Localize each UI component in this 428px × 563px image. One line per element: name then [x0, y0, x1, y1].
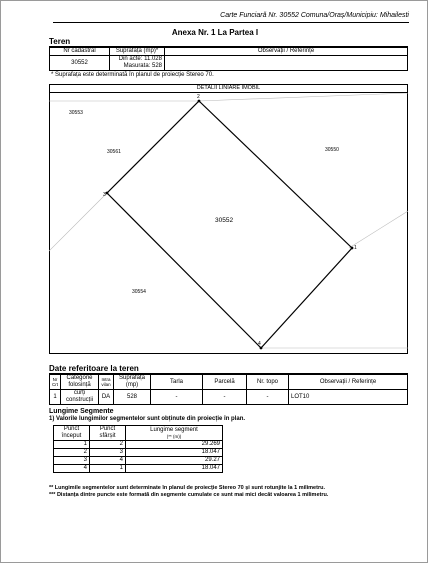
parcel-label: 30552	[215, 217, 234, 224]
lungime-label: Lungime segment	[150, 427, 198, 433]
segmente-table	[53, 425, 223, 473]
vertex-marker	[198, 100, 201, 103]
neighbor-label: 30550	[325, 147, 339, 153]
segment-length: 18.047	[126, 465, 223, 473]
vertex-markers	[106, 100, 354, 350]
col-observatii-ref: Observații / Referințe	[289, 375, 408, 390]
col-tarla: Tarla	[151, 375, 203, 390]
neighbor-label: 30561	[107, 149, 121, 155]
segmente-note-2: *** Distanța dintre puncte este formată din segmente cumulate ce sunt mai mici decât valoarea 1 milimetru.	[49, 492, 329, 498]
segment-end: 3	[90, 449, 126, 457]
segment-end: 4	[90, 457, 126, 465]
nr-crt-value: 1	[50, 390, 61, 405]
tarla-value: -	[151, 390, 203, 405]
teren-data-row	[50, 56, 408, 71]
suprafata-value	[110, 56, 165, 71]
col-suprafata-ref: Suprafața (mp)	[114, 375, 151, 390]
segmente-title: Lungime Segmente	[49, 408, 114, 415]
teren-header-row	[50, 48, 408, 56]
parcel-polygon	[107, 101, 352, 348]
table-row	[54, 449, 223, 457]
col-categorie: Categorie folosință	[61, 375, 99, 390]
map-header: DETALII LINIARE IMOBIL	[49, 84, 408, 93]
segment-end: 2	[90, 441, 126, 449]
teren-title: Teren	[49, 37, 71, 46]
col-nr-topo: Nr. topo	[247, 375, 289, 390]
point-label: 3	[103, 192, 106, 198]
point-label: 4	[258, 341, 261, 347]
referitoare-table	[49, 374, 408, 405]
col-nr-crt: Nr Crt	[50, 375, 61, 390]
lungime-unit: (** (m))	[166, 434, 182, 439]
header-divider	[53, 22, 409, 23]
intravilan-value: DA	[99, 390, 114, 405]
col-lungime	[126, 426, 223, 441]
parcela-value: -	[203, 390, 247, 405]
vertex-marker	[260, 347, 263, 350]
segment-length: 29.27	[126, 457, 223, 465]
col-nr-cadastral: Nr cadastral	[50, 48, 110, 56]
neighbor-line-right	[349, 211, 408, 248]
annex-title: Anexa Nr. 1 La Partea I	[171, 28, 259, 37]
obs-ref-value: LOT10	[289, 390, 408, 405]
point-label: 1	[354, 245, 357, 251]
vertex-marker	[106, 192, 109, 195]
table-row	[54, 441, 223, 449]
referitoare-header-row	[50, 375, 408, 390]
observatii-value	[165, 56, 408, 71]
teren-footnote: * Suprafața este determinată în planul de proiecție Stereo 70.	[51, 72, 214, 78]
suprafata-masurata: Masurata: 528	[123, 63, 162, 69]
nr-cadastral-value: 30552	[50, 56, 110, 71]
suprafata-acte: Din acte: 11.028	[118, 56, 162, 62]
table-row	[54, 457, 223, 465]
col-suprafata: Suprafața (mp)*	[110, 48, 165, 56]
col-punct-sfarsit: Punct sfârșit	[90, 426, 126, 441]
segment-length: 18.047	[126, 449, 223, 457]
segmente-note-1: ** Lungimile segmentelor sunt determinate în planul de proiecție Stereo 70 și sunt rotunjite la 1 milimetru.	[49, 485, 325, 491]
categorie-value: curți construcții	[61, 390, 99, 405]
col-punct-inceput: Punct început	[54, 426, 90, 441]
col-intravilan: Intra vilan	[99, 375, 114, 390]
teren-table	[49, 47, 408, 71]
topo-value: -	[247, 390, 289, 405]
table-row	[54, 465, 223, 473]
parcel-map	[49, 93, 408, 354]
segment-end: 1	[90, 465, 126, 473]
neighbor-line-top-right	[199, 93, 408, 101]
suprafata-ref-value: 528	[114, 390, 151, 405]
segment-length: 29.269	[126, 441, 223, 449]
neighbor-label: 30554	[132, 289, 146, 295]
referitoare-title: Date referitoare la teren	[49, 364, 139, 373]
segmente-subtitle: 1) Valorile lungimilor segmentelor sunt obținute din proiecție în plan.	[49, 416, 246, 422]
segment-start: 3	[54, 457, 90, 465]
segment-start: 1	[54, 441, 90, 449]
col-observatii: Observații / Referințe	[165, 48, 408, 56]
vertex-marker	[351, 247, 354, 250]
table-row	[50, 390, 408, 405]
segment-start: 4	[54, 465, 90, 473]
point-label: 2	[197, 94, 200, 100]
segment-start: 2	[54, 449, 90, 457]
neighbor-line-left	[49, 193, 107, 251]
neighbor-label: 30553	[69, 110, 83, 116]
col-parcela: Parcelă	[203, 375, 247, 390]
header-text: Carte Funciară Nr. 30552 Comuna/Oraș/Municipiu: Mihailesti	[220, 12, 409, 19]
segmente-header-row	[54, 426, 223, 441]
